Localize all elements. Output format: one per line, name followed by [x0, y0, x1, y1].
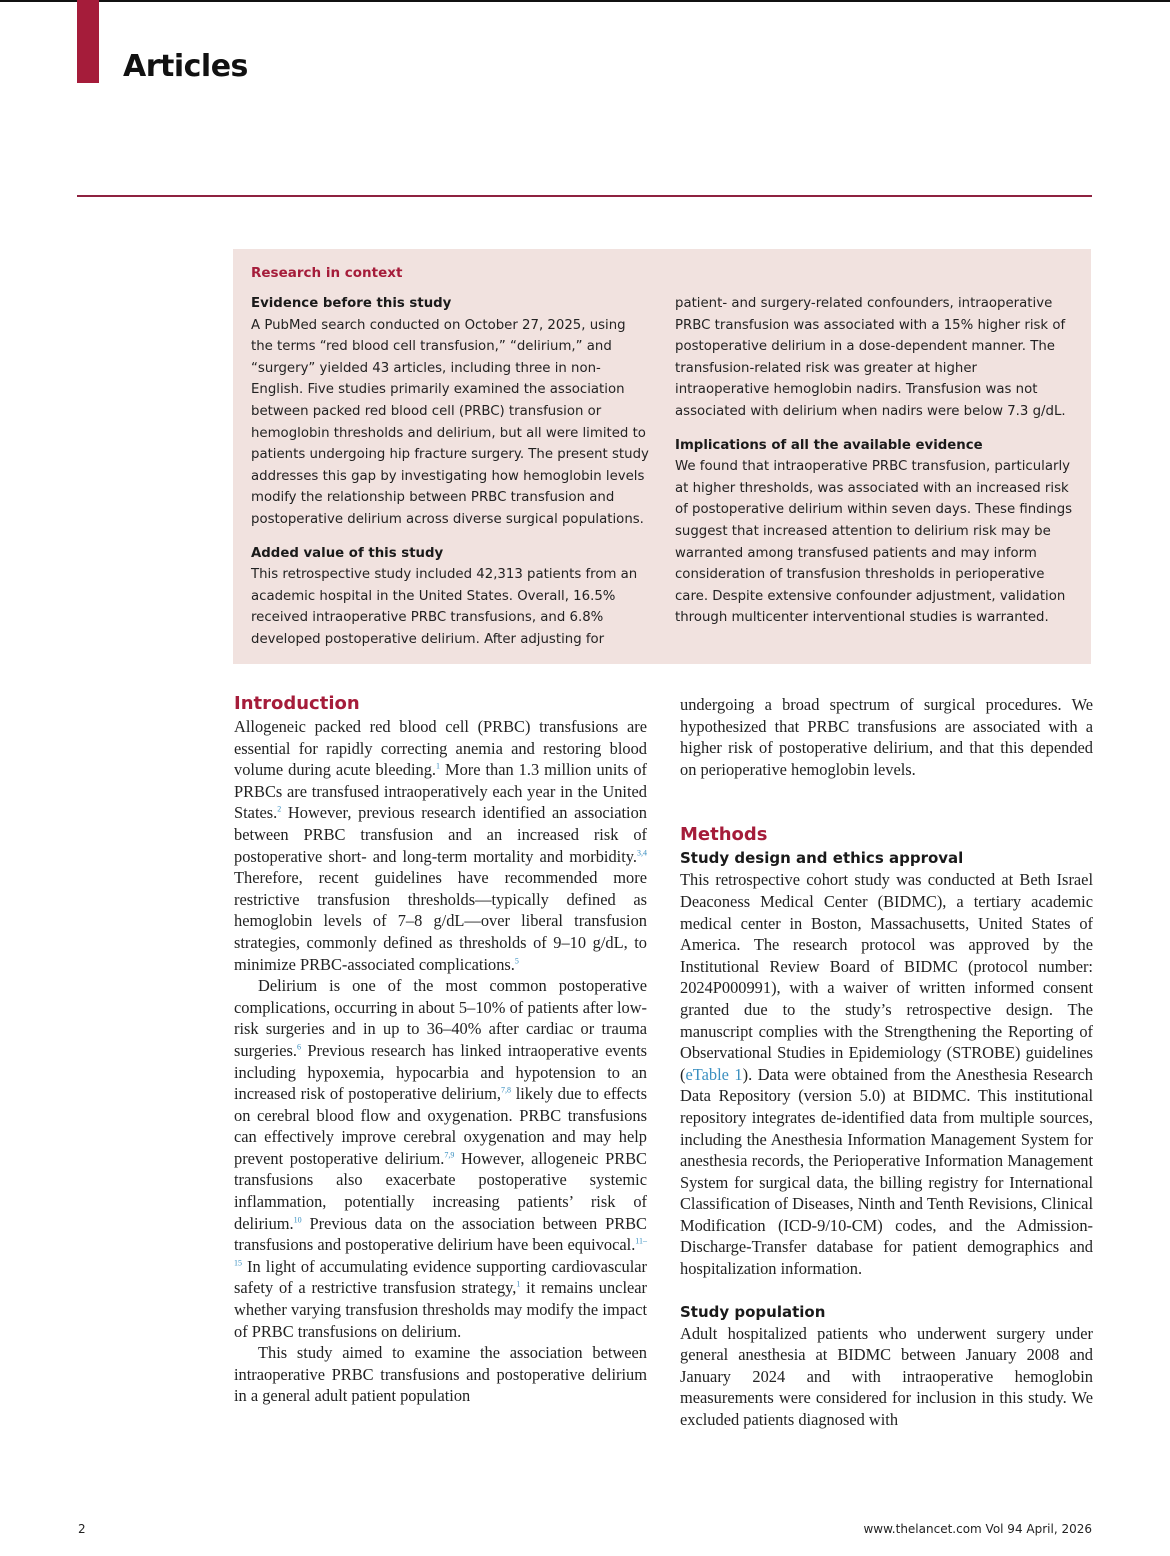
study-population-text: Adult hospitalized patients who underwent surgery under general anesthesia at BIDMC between January 2008 and January 2024 and with intraoperative hemoglobin measurements were considered for inclusion in this study. We excluded patients diagnosed with	[680, 1323, 1093, 1430]
top-border	[0, 0, 1170, 2]
introduction-heading: Introduction	[234, 693, 360, 714]
study-design-heading: Study design and ethics approval	[680, 849, 964, 868]
evidence-before-heading: Evidence before this study	[251, 296, 452, 311]
citation-link[interactable]: 7,8	[500, 1085, 511, 1095]
citation-link[interactable]: 5	[514, 956, 519, 966]
section-label: Articles	[123, 49, 248, 84]
research-in-context-panel	[233, 249, 1091, 664]
study-design-text: This retrospective cohort study was conducted at Beth Israel Deaconess Medical Center (BIDMC), a tertiary academic medical center in Boston, Massachusetts, United States of America. The research protocol was approved by the Institutional Review Board of BIDMC (protocol number: 2024P000991), with a waiver of written informed consent granted due to the study’s retrospective design. The manuscript complies with the Strengthening the Reporting of Observational Studies in Epidemiology (STROBE) guidelines (eTable 1). Data were obtained from the Anesthesia Research Data Repository (version 5.0) at BIDMC. This institutional repository integrates de-identified data from multiple sources, including the Anesthesia Information Management System for anesthesia records, the Perioperative Information Management System for surgical data, the billing registry for International Classification of Diseases, Ninth and Tenth Revisions, Clinical Modification (ICD-9/10-CM) codes, and the Admission-Discharge-Transfer database for patient demographics and hospitalization information.	[680, 870, 1093, 1279]
page-number: 2	[78, 1522, 86, 1536]
citation-link[interactable]: 6	[296, 1042, 301, 1052]
introduction-paragraph-2: Delirium is one of the most common postoperative complications, occurring in about 5–10% of patients after low-risk surgeries and in up to 36–40% after cardiac or trauma surgeries.$^6$ Previous research has linked intraoperative events including hypoxemia, hypocarbia and hypotension to an increased risk of postoperative delirium,$^{7,8}$ likely due to effects on cerebral blood flow and oxygenation. PRBC transfusions can effectively improve cerebral oxygenation and may help prevent postoperative delirium.$^{7,9}$ However, allogeneic PRBC transfusions also exacerbate postoperative systemic inflammation, potentially increasing patients’ risk of delirium.$^{10}$ Previous data on the association between PRBC transfusions and postoperative delirium have been equivocal.$^{11-15}$ In light of accumulating evidence supporting cardiovascular safety of a restrictive transfusion strategy,$^1$ it remains unclear whether varying transfusion thresholds may modify the impact of PRBC transfusions on delirium.	[234, 976, 648, 1341]
citation-link[interactable]: 3,4	[637, 848, 647, 858]
citation-link[interactable]: 1	[516, 1279, 521, 1289]
research-in-context-right-column	[675, 293, 1073, 663]
methods-heading: Methods	[680, 824, 768, 846]
citation-link[interactable]: 2	[277, 804, 282, 814]
section-accent-bar	[77, 0, 99, 83]
citation-link[interactable]: 1	[436, 761, 441, 771]
citation-link[interactable]: 10	[293, 1215, 302, 1225]
body-left-column	[234, 692, 647, 1407]
added-value-text-part2: patient- and surgery-related confounders, intraoperative PRBC transfusion was associated with a 15% higher risk of postoperative delirium in a dose-dependent manner. The transfusion-related risk was greater at higher intraoperative hemoglobin nadirs. Transfusion was not associated with delirium when nadirs were below 7.3 g/dL.	[675, 296, 1066, 419]
implications-text: We found that intraoperative PRBC transfusion, particularly at higher thresholds, was associated with an increased risk of postoperative delirium within seven days. These findings suggest that increased attention to delirium risk may be warranted among transfused patients and may inform consideration of transfusion thresholds in perioperative care. Despite extensive confounder adjustment, validation through multicenter interventional studies is warranted.	[675, 459, 1073, 626]
body-right-column	[680, 694, 1093, 1431]
introduction-paragraph-3: This study aimed to examine the association between intraoperative PRBC transfusions and postoperative delirium in a general adult patient population	[234, 1343, 647, 1406]
study-population-heading: Study population	[680, 1302, 826, 1321]
implications-heading: Implications of all the available evidence	[675, 437, 983, 453]
journal-footer: www.thelancet.com Vol 94 April, 2026	[863, 1522, 1092, 1536]
introduction-paragraph-3-continued: undergoing a broad spectrum of surgical procedures. We hypothesized that PRBC transfusions are associated with a higher risk of postoperative delirium, and that this depended on perioperative hemoglobin levels.	[680, 695, 1093, 779]
citation-link[interactable]: 11–15	[234, 1236, 647, 1268]
evidence-before-text: A PubMed search conducted on October 27, 2025, using the terms “red blood cell transfusion,” “delirium,” and “surgery” yielded 43 articles, including three in non-English. Five studies primarily examined the association between packed red blood cell (PRBC) transfusion or hemoglobin thresholds and delirium, but all were limited to patients undergoing hip fracture surgery. The present study addresses this gap by investigating how hemoglobin levels modify the relationship between PRBC transfusion and postoperative delirium across diverse surgical populations.	[251, 317, 649, 527]
research-in-context-title: Research in context	[251, 265, 403, 281]
introduction-paragraph-1: Allogeneic packed red blood cell (PRBC) transfusions are essential for rapidly correcting anemia and restoring blood volume during acute bleeding.$^1$ More than 1.3 million units of PRBCs are transfused intraoperatively each year in the United States.$^2$ However, previous research identified an association between PRBC transfusion and an increased risk of postoperative short- and long-term mortality and morbidity.$^{3,4}$ Therefore, recent guidelines have recommended more restrictive transfusion thresholds—typically defined as hemoglobin levels of 7–8 g/dL—over liberal transfusion strategies, commonly defined as thresholds of 9–10 g/dL, to minimize PRBC-associated complications.$^5$	[234, 717, 647, 974]
header-rule	[77, 195, 1092, 197]
etable-1-link[interactable]: eTable 1	[685, 1064, 743, 1084]
added-value-text-part1: This retrospective study included 42,313 patients from an academic hospital in the United States. Overall, 16.5% received intraoperative PRBC transfusions, and 6.8% developed postoperative delirium. After adjusting for	[251, 567, 638, 647]
research-in-context-left-column	[251, 293, 649, 663]
added-value-heading: Added value of this study	[251, 545, 444, 561]
citation-link[interactable]: 7,9	[444, 1150, 455, 1160]
